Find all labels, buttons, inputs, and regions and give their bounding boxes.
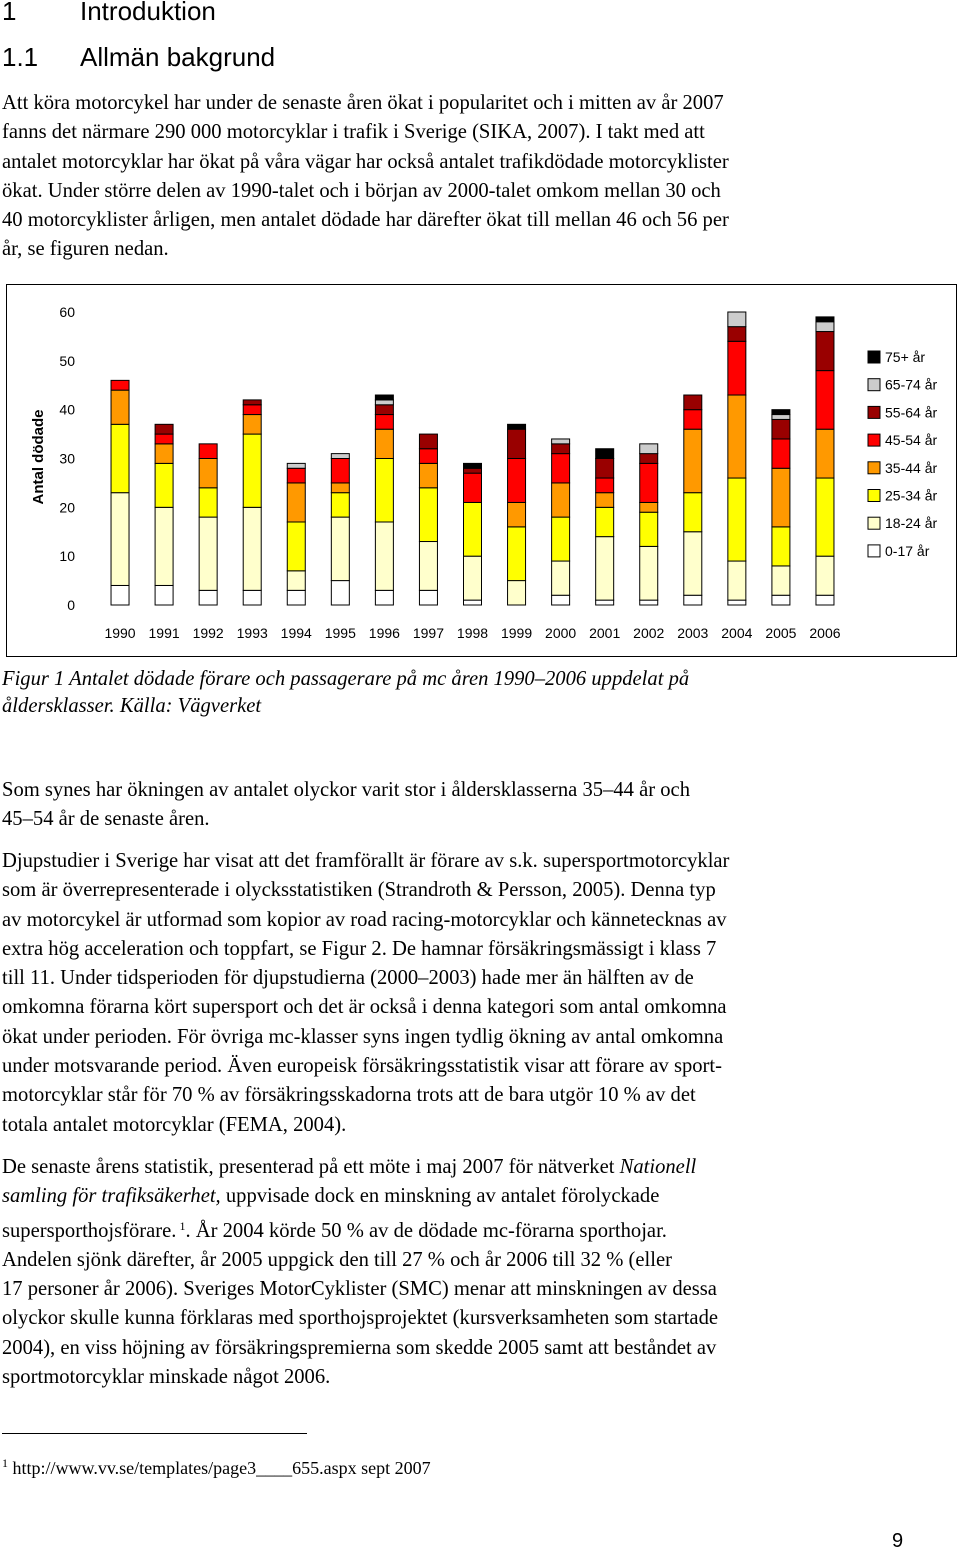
bar-segment — [331, 581, 349, 605]
bar-segment — [331, 493, 349, 517]
text-run: uppvisade dock en minskning av antalet förolyckade — [220, 1185, 660, 1208]
x-tick-label: 2001 — [589, 625, 621, 641]
bar-segment — [728, 312, 746, 327]
bar-segment — [287, 463, 305, 468]
x-tick-label: 2002 — [633, 625, 665, 641]
y-tick-label: 20 — [59, 499, 75, 516]
text-line: Att köra motorcykel har under de senaste åren ökat i popularitet och i mitten av år 2007 — [2, 92, 724, 114]
bar-segment — [287, 468, 305, 483]
bar-segment — [464, 463, 482, 468]
bar-segment — [596, 507, 614, 536]
bar-segment — [331, 483, 349, 493]
x-tick-label: 2003 — [677, 625, 709, 641]
y-tick-label: 60 — [59, 304, 75, 320]
bar-segment — [508, 581, 526, 605]
text-run: supersporthojsförare. — [2, 1219, 177, 1242]
legend-swatch — [868, 490, 880, 502]
bar-segment — [419, 590, 437, 605]
figure-caption — [2, 666, 689, 720]
bar-segment — [199, 590, 217, 605]
bar-segment — [640, 444, 658, 454]
bar-segment — [640, 502, 658, 512]
x-tick-label: 1991 — [148, 625, 180, 641]
x-tick-label: 1996 — [368, 625, 400, 641]
bar-segment — [596, 478, 614, 493]
bar-segment — [243, 405, 261, 415]
bar-segment — [816, 332, 834, 371]
text-line — [2, 1153, 952, 1182]
caption-source: Källa: Vägverket — [114, 695, 262, 717]
text-line — [2, 1182, 952, 1211]
bar-segment — [684, 595, 702, 605]
x-tick-label: 1992 — [192, 625, 224, 641]
legend-swatch — [868, 406, 880, 418]
bar-segment — [111, 424, 129, 492]
section-number: 1 — [2, 0, 17, 26]
bar-segment — [199, 459, 217, 488]
bar-segment — [728, 327, 746, 342]
bar-segment — [243, 590, 261, 605]
stacked-bar-chart — [7, 285, 958, 658]
bar-segment — [464, 502, 482, 556]
bar-segment — [552, 561, 570, 595]
bar-segment — [816, 478, 834, 556]
y-tick-label: 0 — [67, 597, 75, 613]
bar-segment — [596, 493, 614, 508]
bar-segment — [640, 512, 658, 546]
text-line: antalet motorcyklar har ökat på våra vägar har också antalet trafikdödade motorcyklister — [2, 150, 729, 173]
text-line: 2004), en viss höjning av försäkringspremierna som skedde 2005 samt att beståndet av — [2, 1336, 717, 1359]
paragraph-intro — [2, 89, 952, 265]
text-line: extra hög acceleration och toppfart, se Figur 2. De hamnar försäkringsmässigt i klass 7 — [2, 937, 717, 960]
bar-segment — [111, 380, 129, 390]
bar-segment — [816, 371, 834, 430]
bar-segment — [111, 390, 129, 424]
bar-segment — [243, 400, 261, 405]
text-run-italic: samling för trafiksäkerhet, — [2, 1185, 221, 1208]
x-tick-label: 1998 — [456, 625, 489, 641]
bar-segment — [640, 546, 658, 600]
paragraph-age-groups — [2, 776, 952, 835]
x-tick-label: 2000 — [545, 625, 577, 641]
y-tick-label: 10 — [59, 548, 75, 565]
bar-segment — [772, 595, 790, 605]
text-line: omkomna förarna kört supersport och det är också i denna kategori som antal omkomna — [2, 996, 727, 1019]
text-run: De senaste årens statistik, presenterad på ett möte i maj 2007 för nätverket — [2, 1156, 620, 1178]
text-line: fanns det närmare 290 000 motorcyklar i trafik i Sverige (SIKA, 2007). I takt med att — [2, 121, 705, 144]
footnote-reference[interactable]: 1 — [176, 1218, 186, 1233]
bar-segment — [243, 434, 261, 507]
bar-segment — [155, 434, 173, 444]
subsection-title: Allmän bakgrund — [80, 42, 276, 72]
bar-segment — [772, 415, 790, 420]
bar-segment — [552, 439, 570, 444]
caption-text-cont: åldersklasser. — [2, 695, 115, 717]
text-line: olyckor skulle kunna förklaras med sporthojsprojektet (kursverksamheten som startade — [2, 1307, 719, 1330]
bar-segment — [155, 424, 173, 434]
legend-label: 0-17 år — [885, 542, 930, 559]
page-number: 9 — [892, 1530, 904, 1552]
text-line: till 11. Under tidsperioden för djupstudierna (2000–2003) hade mer än hälften av de — [2, 967, 694, 990]
bar-segment — [640, 600, 658, 605]
bar-segment — [640, 463, 658, 502]
bar-segment — [552, 595, 570, 605]
bar-segment — [419, 434, 437, 449]
bar-segment — [552, 483, 570, 517]
bar-segment — [508, 429, 526, 458]
bar-segment — [684, 429, 702, 492]
legend-label: 45-54 år — [885, 432, 938, 449]
caption-text: Antalet dödade förare och passagerare på mc åren 1990–2006 uppdelat på — [64, 668, 690, 690]
bar-segment — [375, 415, 393, 430]
y-axis-label: Antal dödade — [30, 409, 47, 505]
bar-segment — [508, 424, 526, 429]
section-heading — [2, 0, 216, 27]
text-line: totala antalet motorcyklar (FEMA, 2004). — [2, 1113, 347, 1136]
footnote-text: http://www.vv.se/templates/page3____655.aspx sept 2007 — [8, 1458, 431, 1478]
text-line: motorcyklar står för 70 % av försäkringsskadorna trots att de bara utgör 10 % av det — [2, 1084, 696, 1107]
bar-segment — [508, 527, 526, 581]
text-line: sportmotorcyklar minskade något 2006. — [2, 1366, 331, 1389]
bar-segment — [111, 585, 129, 605]
text-line: 45–54 år de senaste åren. — [2, 808, 210, 831]
bar-segment — [331, 459, 349, 483]
bar-segment — [464, 556, 482, 600]
text-line: år, se figuren nedan. — [2, 238, 169, 261]
text-line: Som synes har ökningen av antalet olyckor varit stor i åldersklasserna 35–44 år och — [2, 779, 690, 801]
bar-segment — [816, 556, 834, 595]
legend-swatch — [868, 351, 880, 363]
bar-segment — [155, 463, 173, 507]
text-run: . År 2004 körde 50 % av de dödade mc-förarna sporthojar. — [185, 1219, 667, 1242]
x-tick-label: 2004 — [721, 625, 753, 641]
text-line: av motorcykel är utformad som kopior av road racing-motorcyklar och kännetecknas av — [2, 908, 727, 931]
bar-segment — [464, 473, 482, 502]
bar-segment — [728, 561, 746, 600]
bar-segment — [375, 400, 393, 405]
bar-segment — [596, 449, 614, 459]
bar-segment — [287, 571, 305, 591]
bar-segment — [684, 493, 702, 532]
bar-segment — [816, 317, 834, 322]
bar-segment — [596, 459, 614, 479]
bar-segment — [375, 405, 393, 415]
bar-segment — [684, 532, 702, 595]
bar-segment — [199, 517, 217, 590]
caption-line — [2, 666, 689, 693]
bar-segment — [816, 429, 834, 478]
bar-segment — [287, 590, 305, 605]
paragraph-supersport — [2, 847, 952, 1140]
legend-label: 35-44 år — [885, 459, 938, 476]
bar-segment — [508, 459, 526, 503]
legend-label: 65-74 år — [885, 376, 938, 393]
text-line: 40 motorcyklister årligen, men antalet dödade har därefter ökat till mellan 46 och 56 per — [2, 209, 729, 232]
bar-segment — [772, 419, 790, 439]
legend-label: 55-64 år — [885, 404, 938, 421]
bar-segment — [199, 488, 217, 517]
bar-segment — [375, 429, 393, 458]
section-title: Introduktion — [80, 0, 216, 26]
bar-segment — [419, 449, 437, 464]
bar-segment — [155, 444, 173, 464]
bar-segment — [772, 566, 790, 595]
bar-segment — [419, 542, 437, 591]
bar-segment — [199, 444, 217, 459]
legend-swatch — [868, 462, 880, 474]
bar-segment — [508, 502, 526, 526]
bar-segment — [772, 527, 790, 566]
figure-chart — [6, 284, 957, 657]
legend-swatch — [868, 379, 880, 391]
legend-swatch — [868, 517, 880, 529]
bar-segment — [772, 468, 790, 527]
x-tick-label: 1990 — [104, 625, 136, 641]
bar-segment — [287, 522, 305, 571]
footnote-mark: 1 — [2, 1456, 8, 1470]
caption-line — [2, 693, 689, 720]
x-tick-label: 1993 — [236, 625, 268, 641]
bar-segment — [552, 454, 570, 483]
x-tick-label: 2005 — [765, 625, 797, 641]
bar-segment — [375, 395, 393, 400]
text-run-italic: Nationell — [619, 1156, 697, 1178]
y-tick-label: 40 — [59, 401, 75, 418]
bar-segment — [728, 395, 746, 478]
y-tick-label: 50 — [59, 352, 75, 369]
bar-segment — [464, 468, 482, 473]
legend-label: 25-34 år — [885, 487, 938, 504]
bar-segment — [816, 595, 834, 605]
bar-segment — [596, 537, 614, 600]
text-line: ökat under perioden. För övriga mc-klasser syns ingen tydlig ökning av antal omkomna — [2, 1025, 724, 1048]
bar-segment — [728, 600, 746, 605]
legend-label: 75+ år — [885, 349, 926, 365]
subsection-heading — [2, 42, 275, 73]
bar-segment — [596, 600, 614, 605]
bar-segment — [464, 600, 482, 605]
text-line: ökat. Under större delen av 1990-talet och i början av 2000-talet omkom mellan 30 och — [2, 179, 721, 202]
subsection-number: 1.1 — [2, 42, 39, 72]
x-tick-label: 1994 — [280, 625, 312, 641]
bar-segment — [772, 439, 790, 468]
bar-segment — [331, 454, 349, 459]
footnote — [2, 1456, 431, 1479]
bar-segment — [331, 517, 349, 580]
legend-label: 18-24 år — [885, 515, 938, 532]
bar-segment — [684, 410, 702, 430]
legend-swatch — [868, 434, 880, 446]
bar-segment — [728, 341, 746, 395]
bar-segment — [375, 590, 393, 605]
text-line: 17 personer år 2006). Sveriges MotorCyklister (SMC) menar att minskningen av dessa — [2, 1278, 717, 1301]
x-tick-label: 2006 — [809, 625, 841, 641]
bar-segment — [684, 395, 702, 410]
text-line — [2, 1212, 952, 1246]
bar-segment — [552, 517, 570, 561]
footnote-divider — [2, 1433, 307, 1434]
bar-segment — [243, 507, 261, 590]
x-tick-label: 1995 — [324, 625, 356, 641]
bar-segment — [728, 478, 746, 561]
bar-segment — [111, 493, 129, 586]
text-line: Djupstudier i Sverige har visat att det framförallt är förare av s.k. supersportmotorcyklar — [2, 850, 730, 872]
bar-segment — [419, 488, 437, 542]
bar-segment — [772, 410, 790, 415]
y-tick-label: 30 — [59, 450, 75, 467]
bar-segment — [419, 463, 437, 487]
bar-segment — [287, 483, 305, 522]
paragraph-statistics — [2, 1153, 952, 1392]
legend-swatch — [868, 545, 880, 557]
x-tick-label: 1999 — [500, 625, 533, 641]
bar-segment — [640, 454, 658, 464]
bar-segment — [375, 459, 393, 522]
bar-segment — [816, 322, 834, 332]
text-line: Andelen sjönk därefter, år 2005 uppgick den till 27 % och år 2006 till 32 % (eller — [2, 1248, 673, 1271]
bar-segment — [155, 585, 173, 605]
x-tick-label: 1997 — [412, 625, 445, 641]
text-line: under motsvarande period. Även europeisk försäkringsstatistik visar att förare av sport- — [2, 1055, 722, 1078]
bar-segment — [375, 522, 393, 590]
text-line: som är överrepresenterade i olycksstatistiken (Strandroth & Persson, 2005). Denna typ — [2, 879, 716, 902]
caption-label: Figur 1 — [2, 668, 65, 690]
bar-segment — [243, 415, 261, 435]
bar-segment — [155, 507, 173, 585]
bar-segment — [552, 444, 570, 454]
